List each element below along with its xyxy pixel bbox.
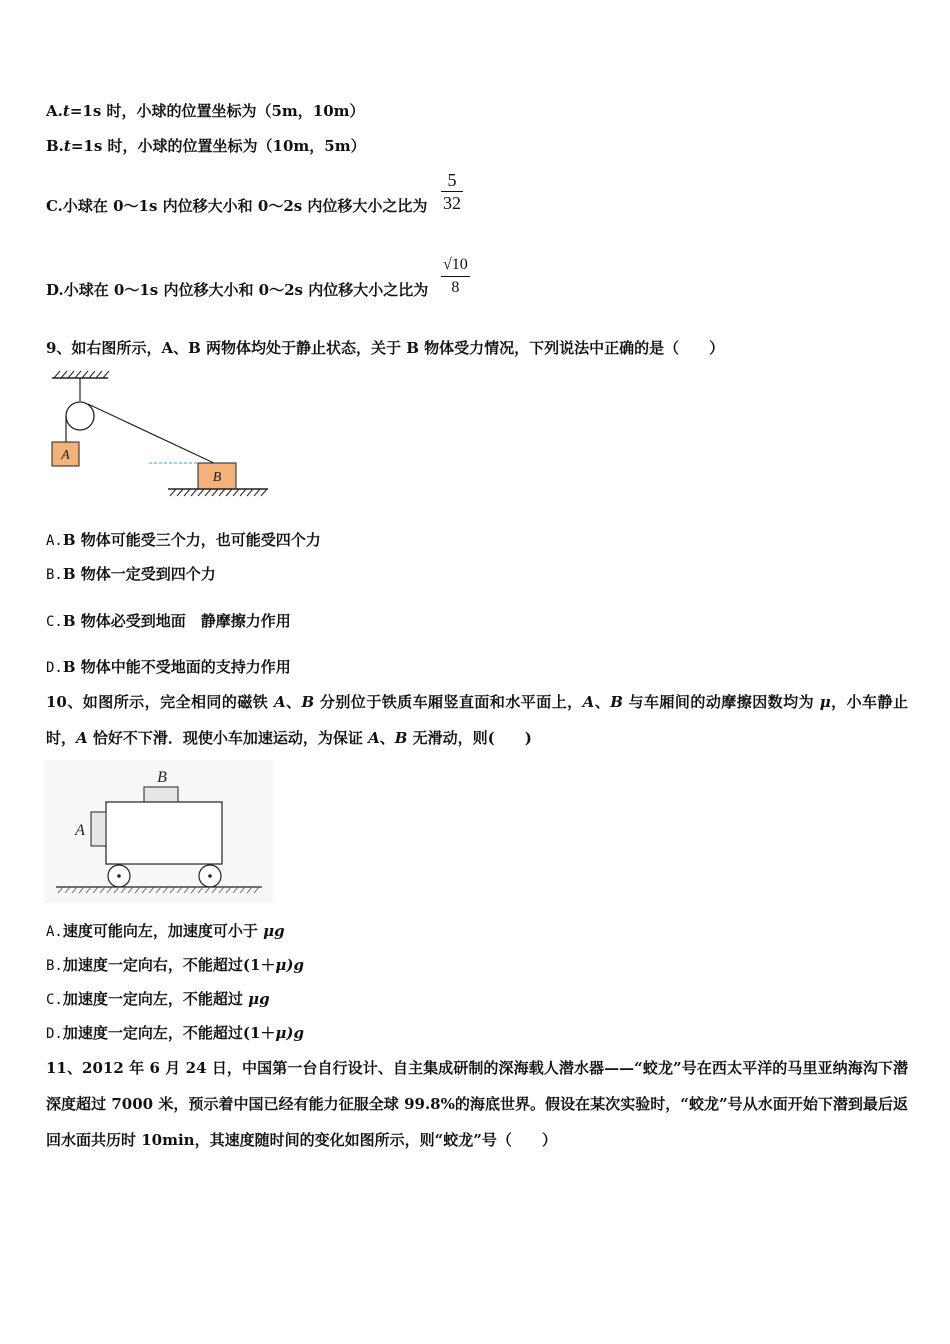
pulley [66, 402, 94, 430]
q8-option-d-fraction: √10 8 [443, 256, 468, 296]
magnet-a [91, 812, 106, 846]
q10-option-c: C.加速度一定向左，不能超过 μg [46, 990, 270, 1008]
q8-option-c: C.小球在 0～1s 内位移大小和 0～2s 内位移大小之比为 [46, 197, 428, 215]
magnet-a-label: A [75, 822, 85, 839]
block-a-label: A [61, 448, 70, 463]
q8-option-d: D.小球在 0～1s 内位移大小和 0～2s 内位移大小之比为 [46, 281, 429, 299]
magnet-b [144, 787, 178, 802]
car-body [106, 802, 222, 864]
q8-option-a: A.t=1s 时，小球的位置坐标为（5m，10m） [46, 102, 365, 120]
magnet-b-label: B [157, 769, 167, 786]
block-b-label: B [212, 470, 222, 485]
q8-option-c-fraction: 5 32 [443, 170, 461, 213]
q10-option-d: D.加速度一定向左，不能超过(1＋μ)g [46, 1024, 304, 1042]
q9-option-d: D.B 物体中能不受地面的支持力作用 [46, 658, 291, 676]
q10-option-a: A.速度可能向左，加速度可小于 μg [46, 922, 285, 940]
q9-figure [44, 368, 274, 503]
q9-stem: 9、如右图所示，A、B 两物体均处于静止状态，关于 B 物体受力情况，下列说法中正确的是（ ） [46, 339, 725, 357]
q10-option-b: B.加速度一定向右，不能超过(1＋μ)g [46, 956, 304, 974]
q9-option-a: A.B 物体可能受三个力，也可能受四个力 [46, 531, 321, 549]
q8-option-b: B.t=1s 时，小球的位置坐标为（10m，5m） [46, 137, 366, 155]
q9-option-b: B.B 物体一定受到四个力 [46, 565, 216, 583]
q11-stem: 11、2012 年 6 月 24 日，中国第一台自行设计、自主集成研制的深海载人潜水器——“蛟龙”号在西太平洋的马里亚纳海沟下潜深度超过 7000 米，预示着中国已经有能力征服全球 99.8%的海底世界。假设在某次实验时，“蛟龙”号从水面开始下潜到最后返回水面共历时 10min，其速度随时间的变化如图所示，则“蛟龙”号（ ） [46, 1059, 908, 1149]
q9-option-c: C.B 物体必受到地面 静摩擦力作用 [46, 612, 291, 630]
q10-stem: 10、如图所示，完全相同的磁铁 A、B 分别位于铁质车厢竖直面和水平面上，A、B 与车厢间的动摩擦因数均为 μ，小车静止时，A 恰好不下滑．现使小车加速运动，为保证 A、B 无滑动，则( ) [46, 693, 908, 747]
q10-figure [44, 760, 273, 903]
